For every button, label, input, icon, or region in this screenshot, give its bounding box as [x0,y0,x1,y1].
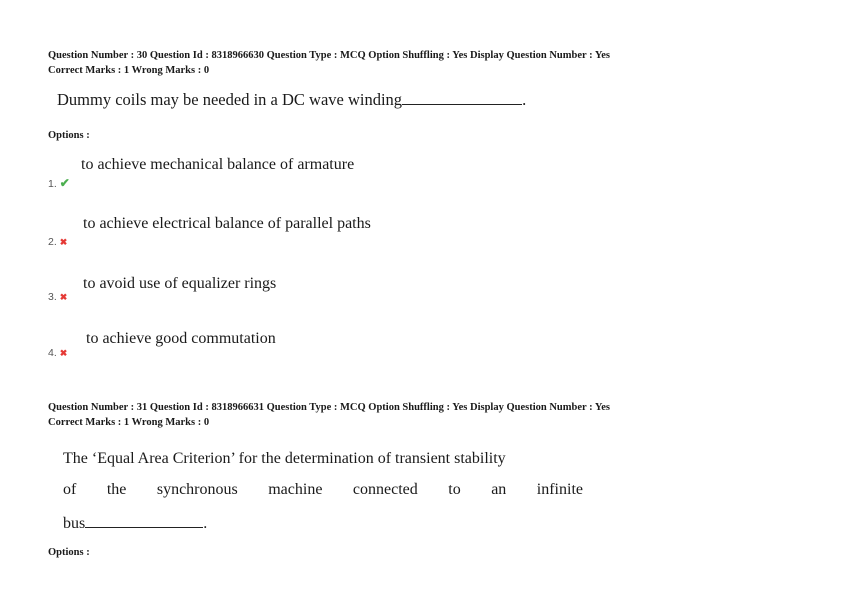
q30-option-3-text: to avoid use of equalizer rings [83,275,277,292]
q31-word: an [491,481,507,498]
option-1-num: 1. [48,178,57,190]
cross-icon: ✖ [59,348,68,358]
q31-meta-line1: Question Number : 31 Question Id : 8318966631 Question Type : MCQ Option Shuffling : Yes Display Question Number : Yes [48,402,611,413]
q30-option-1-text: to achieve mechanical balance of armature [81,156,355,173]
q31-meta [48,400,610,430]
q30-option-2-text: to achieve electrical balance of parallel paths [83,215,371,232]
q30-meta-line2: Correct Marks : 1 Wrong Marks : 0 [48,65,210,76]
option-2-num: 2. [48,236,57,248]
q31-options-label: Options : [48,547,90,558]
cross-icon: ✖ [59,237,68,247]
q30-option-1-number [48,176,70,190]
q30-meta-line1: Question Number : 30 Question Id : 8318966630 Question Type : MCQ Option Shuffling : Yes Display Question Number : Yes [48,50,611,61]
cross-icon: ✖ [59,292,68,302]
q30-option-4-number [48,347,67,359]
q30-question-text: Dummy coils may be needed in a DC wave winding [57,90,403,109]
q30-meta [48,48,610,78]
q31-word: synchronous [156,481,238,498]
option-4-num: 4. [48,347,57,359]
option-3-num: 3. [48,291,57,303]
q31-word: infinite [536,481,583,498]
q31-word: machine [268,481,323,498]
q31-blank [85,513,203,528]
q30-option-4-text: to achieve good commutation [86,330,276,347]
q31-question-line3 [63,513,207,533]
q30-blank [402,90,522,105]
q31-word: of [63,481,77,498]
q31-question-line1: The ‘Equal Area Criterion’ for the determination of transient stability [63,450,506,467]
q31-meta-line2: Correct Marks : 1 Wrong Marks : 0 [48,417,210,428]
q31-question-end: . [203,515,208,532]
q31-word: to [448,481,461,498]
q31-question-text-end: bus [63,515,86,532]
q30-option-2-number [48,236,67,248]
q30-question [57,90,526,110]
check-icon: ✔ [59,176,70,190]
q31-word: the [106,481,127,498]
q30-options-label: Options : [48,130,90,141]
q30-option-3-number [48,291,67,303]
q31-word: connected [352,481,418,498]
q31-question-line2 [63,481,583,499]
q30-question-end: . [522,90,527,109]
